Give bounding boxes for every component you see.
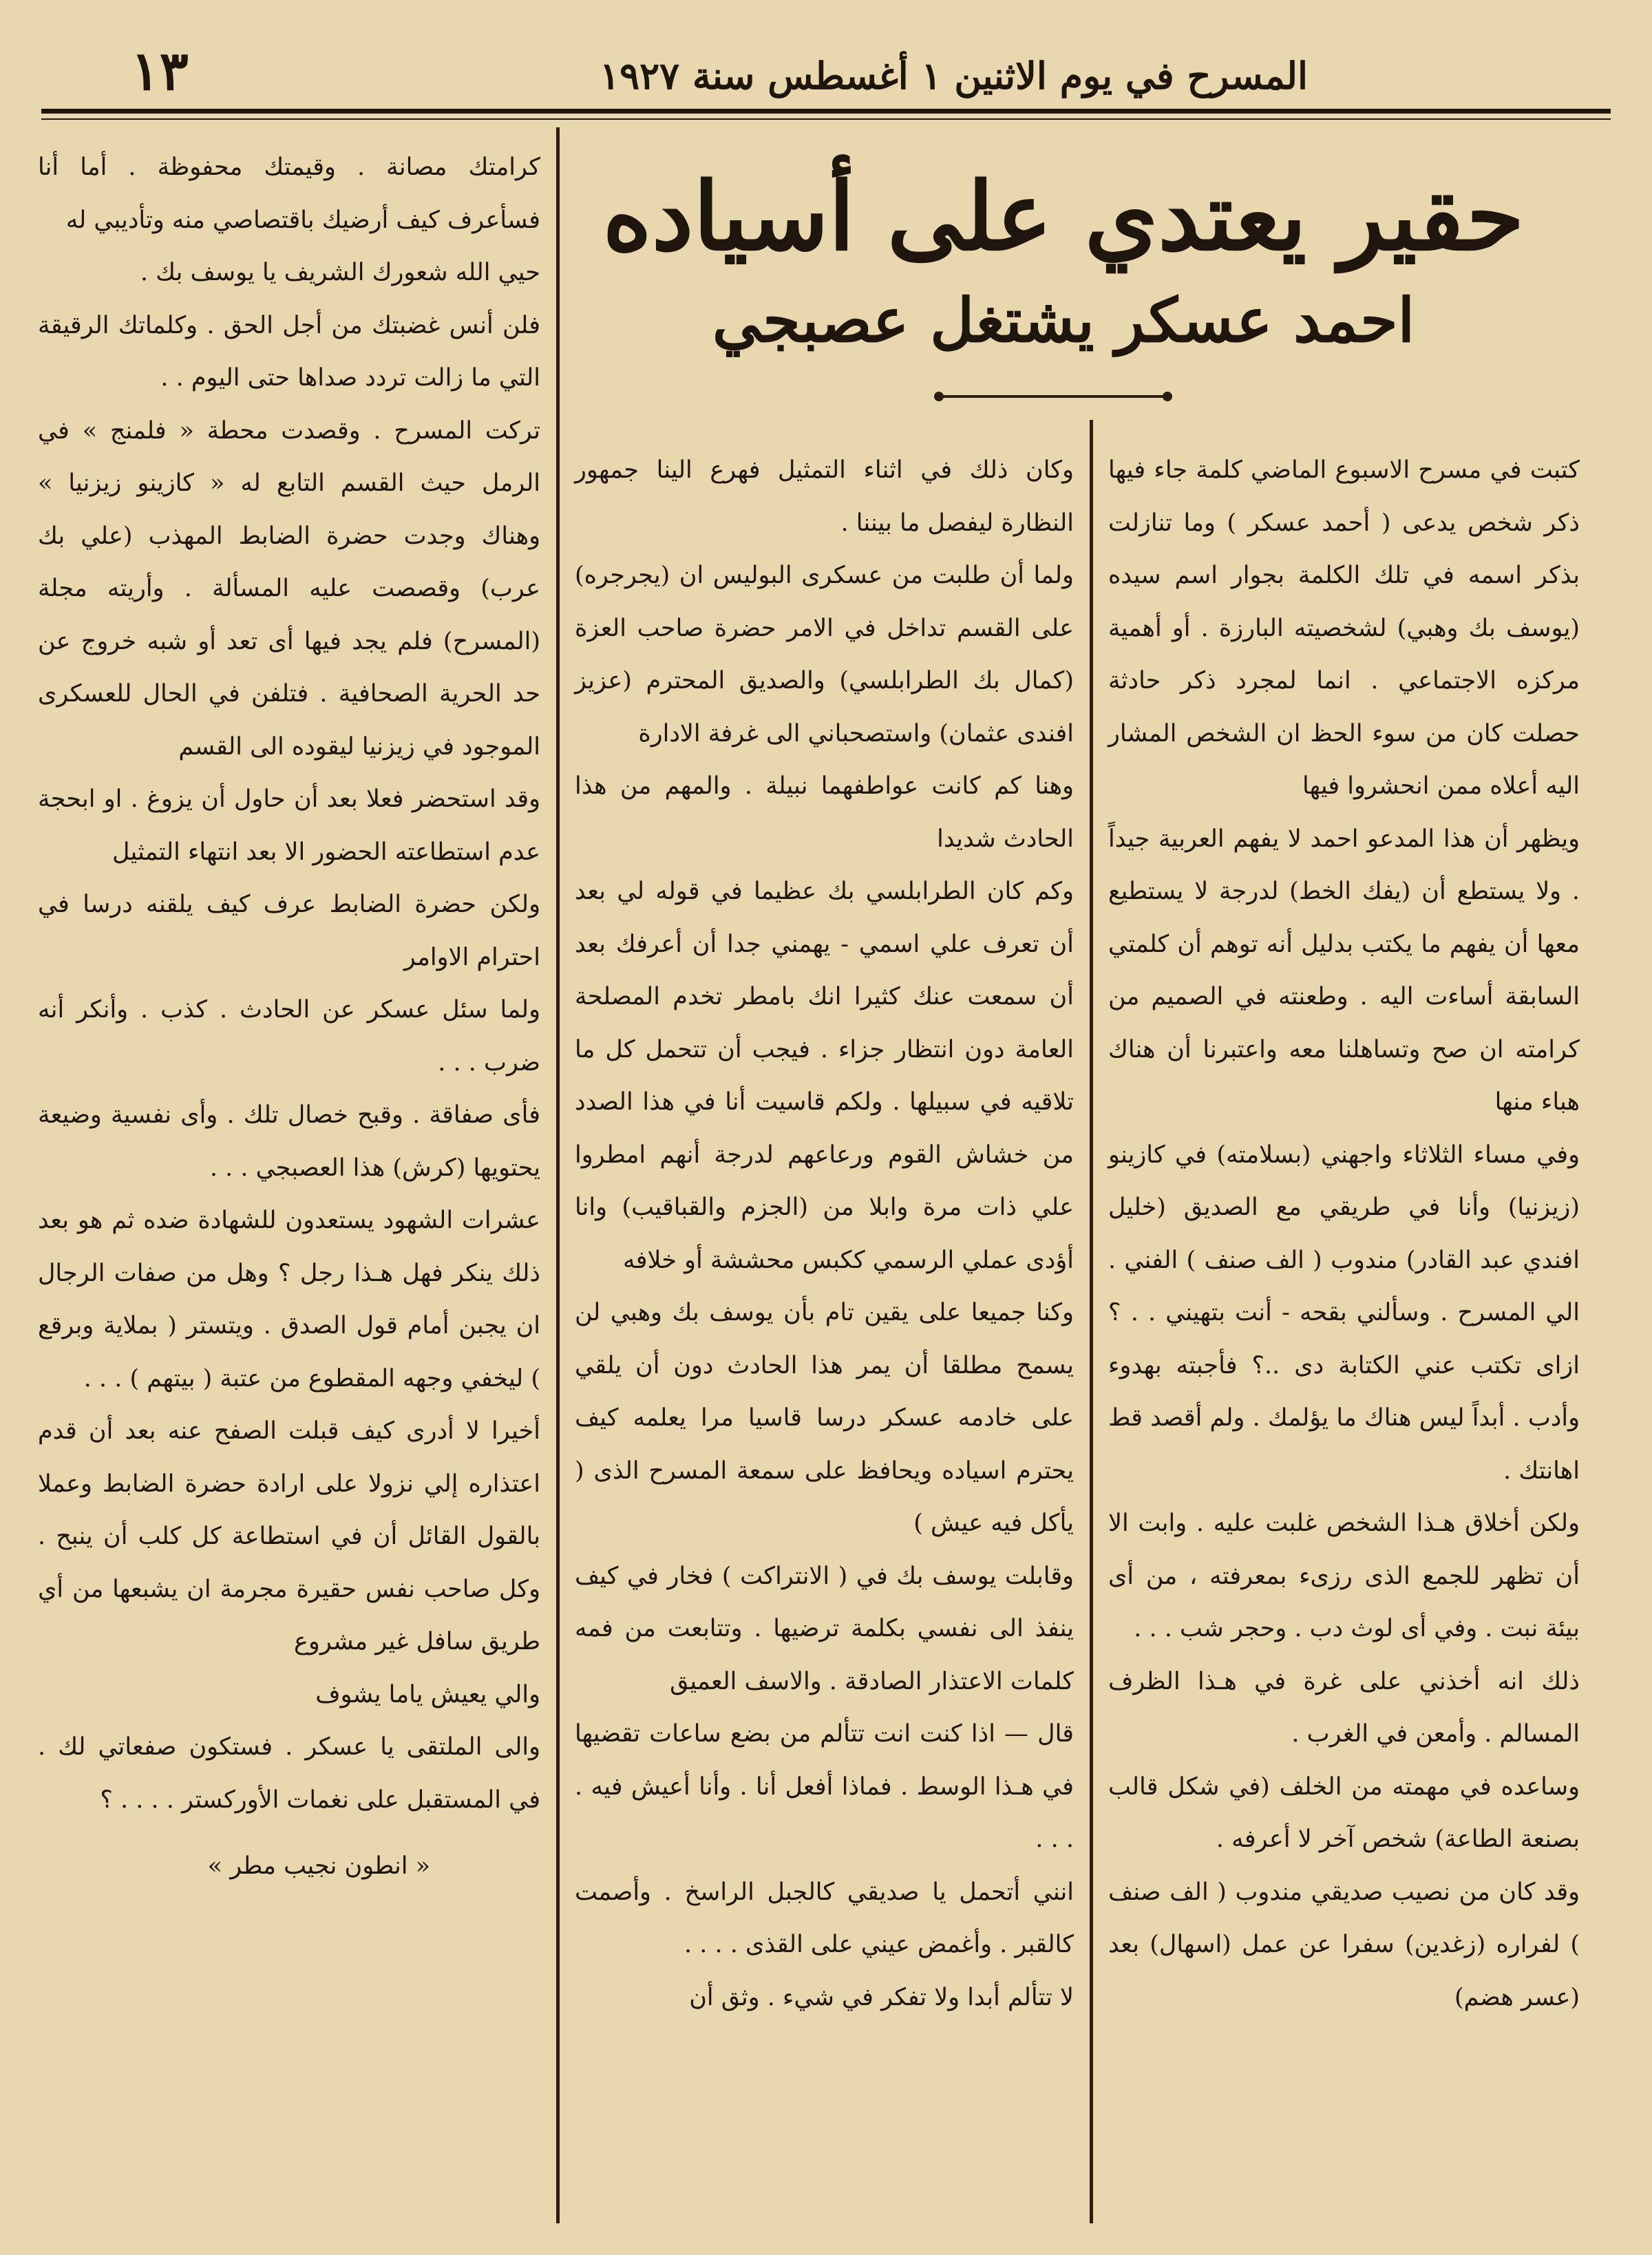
paragraph: وقد كان من نصيب صديقي مندوب ( الف صنف ) لفراره (زغدين) سفرا عن عمل (اسهال) بعد (عسر هضم) [1108,1878,1580,2011]
paragraph: وساعده في مهمته من الخلف (في شكل قالب بصنعة الطاعة) شخص آخر لا أعرفه . [1108,1772,1580,1853]
paragraph: لا تتألم أبدا ولا تفكر في شيء . وثق أن [689,1983,1074,2011]
page-header [48,19,1604,109]
page-number: ١٣ [131,40,189,103]
paragraph: وفي مساء الثلاثاء واجهني (بسلامته) في كازينو (زيزنيا) وأنا في طريقي مع الصديق (خليل افندي عبد القادر) مندوب ( الف صنف ) الفني . الي المسرح . وسألني بقحه - أنت بتهيني . . ؟ ازاى تكتب عني الكتابة دى ..؟ فأجبته بهدوء وأدب . أبداً ليس هناك ما يؤلمك . ولم أقصد قط اهانتك . [1108,1141,1580,1485]
paragraph: ولما سئل عسكر عن الحادث . كذب . وأنكر أنه ضرب . . . [38,996,540,1077]
paragraph: ولكن أخلاق هـذا الشخص غلبت عليه . وابت الا أن تظهر للجمع الذى رزىء بمعرفته ، من أى بيئة نبت . وفي أى لوث دب . وحجر شب . . . [1108,1510,1580,1642]
paragraph: ويظهر أن هذا المدعو احمد لا يفهم العربية جيداً . ولا يستطع أن (يفك الخط) لدرجة لا يستطيع معها أن يفهم ما يكتب بدليل أنه توهم أن كلمتي السابقة أساءت اليه . وطعنته في الصميم من كرامته ان صح وتساهلنا معه واعتبرنا أن هناك هباء منها [1108,825,1580,1116]
paragraph: وهنا كم كانت عواطفهما نبيلة . والمهم من هذا الحادث شديدا [575,772,1074,853]
column-left [38,141,540,1893]
paragraph: وكنا جميعا على يقين تام بأن يوسف بك وهبي لن يسمح مطلقا أن يمر هذا الحادث دون أن يلقي على خادمه عسكر درسا قاسيا مرا يعلمه كيف يحترم اسياده ويحافظ على سمعة المسرح الذى ( يأكل فيه عيش ) [575,1299,1074,1537]
column-divider-left [556,127,560,2223]
title-ornament-rule [936,395,1170,398]
paragraph: وقابلت يوسف بك في ( الانتراكت ) فخار في كيف ينفذ الى نفسي بكلمة ترضيها . وتتابعت من فمه كلمات الاعتذار الصادقة . والاسف العميق [575,1562,1074,1695]
paragraph: فلن أنس غضبتك من أجل الحق . وكلماتك الرقيقة التي ما زالت تردد صداها حتى اليوم . . [38,311,540,392]
article-subtitle: احمد عسكر يشتغل عصبجي [712,284,1415,356]
header-rule-thick [41,109,1611,114]
paragraph: انني أتحمل يا صديقي كالجبل الراسخ . وأصمت كالقبر . وأغمض عيني على القذى . . . . [575,1878,1074,1958]
paragraph: والى الملتقى يا عسكر . فستكون صفعاتي لك . في المستقبل على نغمات الأوركستر . . . . ؟ [38,1733,540,1814]
paragraph: والي يعيش ياما يشوف [315,1680,540,1708]
paragraph: فأى صفاقة . وقبح خصال تلك . وأى نفسية وضيعة يحتويها (كرش) هذا العصبجي . . . [38,1101,540,1182]
paragraph: أخيرا لا أدرى كيف قبلت الصفح عنه بعد أن قدم اعتذاره إلي نزولا على ارادة حضرة الضابط وعملا بالقول القائل أن في استطاعة كل كلب أن ينبح . وكل صاحب نفس حقيرة مجرمة ان يشبعها من أي طريق سافل غير مشروع [38,1417,540,1655]
paragraph: وقد استحضر فعلا بعد أن حاول أن يزوغ . او ابحجة عدم استطاعته الحضور الا بعد انتهاء التمثيل [38,785,540,866]
paragraph: قال — اذا كنت انت تتألم من بضع ساعات تقضيها في هـذا الوسط . فماذا أفعل أنا . وأنا أعيش فيه . . . . [575,1720,1074,1853]
column-right [1108,444,1580,2024]
paragraph: وكم كان الطرابلسي بك عظيما في قوله لي بعد أن تعرف علي اسمي - يهمني جدا أن أعرفك بعد أن سمعت عنك كثيرا انك بامطر تخدم المصلحة العامة دون انتظار جزاء . فيجب أن تتحمل كل ما تلاقيه في سبيلها . ولكم قاسيت أنا في هذا الصدد من خشاش القوم ورعاعهم لدرجة أنهم امطروا علي ذات مرة وابلا من (الجزم والقباقيب) وانا أؤدى عملي الرسمي ككبس محششة أو خلافه [575,878,1074,1274]
paragraph: وكان ذلك في اثناء التمثيل فهرع الينا جمهور النظارة ليفصل ما بيننا . [575,456,1074,537]
paragraph: تركت المسرح . وقصدت محطة « فلمنج » في الرمل حيث القسم التابع له « كازينو زيزنيا » وهناك وجدت حضرة الضابط المهذب (علي بك عرب) وقصصت عليه المسألة . وأريته مجلة (المسرح) فلم يجد فيها أى تعد أو شبه خروج عن حد الحرية الصحافية . فتلفن في الحال للعسكرى الموجود في زيزنيا ليقوده الى القسم [38,416,540,761]
header-rule-thin [41,118,1611,120]
author-signature: « انطون نجيب مطر » [207,1852,430,1880]
paragraph: ولكن حضرة الضابط عرف كيف يلقنه درسا في احترام الاوامر [38,891,540,971]
column-middle [575,444,1074,2024]
paragraph: حيي الله شعورك الشريف يا يوسف بك . [140,259,540,286]
paragraph: عشرات الشهود يستعدون للشهادة ضده ثم هو بعد ذلك ينكر فهل هـذا رجل ؟ وهل من صفات الرجال ان يجبن أمام قول الصدق . ويتستر ( بملاية وبرقع ) ليخفي وجهه المقطوع من عتبة ( بيتهم ) . . . [38,1207,540,1393]
column-divider-right [1090,420,1093,2223]
article-title: حقير يعتدي على أسياده [602,162,1525,272]
paragraph: كتبت في مسرح الاسبوع الماضي كلمة جاء فيها ذكر شخص يدعى ( أحمد عسكر ) وما تنازلت بذكر اسمه في تلك الكلمة بجوار اسم سيده (يوسف بك وهبي) لشخصيته البارزة . أو أهمية مركزه الاجتماعي . انما لمجرد ذكر حادثة حصلت كان من سوء الحظ ان الشخص المشار اليه أعلاه ممن انحشروا فيها [1108,456,1580,800]
paragraph: ولما أن طلبت من عسكرى البوليس ان (يجرجره) على القسم تداخل في الامر حضرة صاحب العزة (كمال بك الطرابلسي) والصديق المحترم (عزيز افندى عثمان) واستصحباني الى غرفة الادارة [575,562,1074,748]
paragraph: كرامتك مصانة . وقيمتك محفوظة . أما أنا فسأعرف كيف أرضيك باقتصاصي منه وتأديبي له [38,153,540,234]
paragraph: ذلك انه أخذني على غرة في هـذا الظرف المسالم . وأمعن في الغرب . [1108,1667,1580,1748]
header-title: المسرح في يوم الاثنين ١ أغسطس سنة ١٩٢٧ [600,54,1308,98]
